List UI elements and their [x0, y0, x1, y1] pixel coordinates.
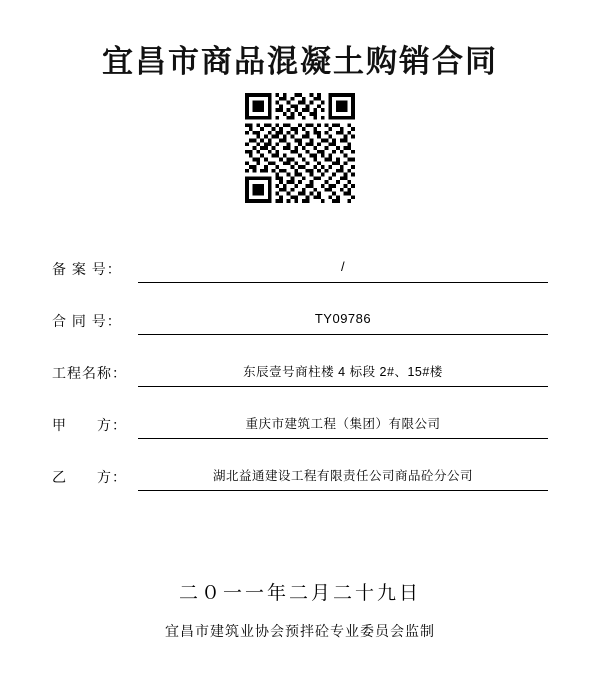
field-row-project-name	[52, 335, 548, 387]
field-label-contract-number: 合 同 号：	[52, 313, 122, 329]
page-title: 宜昌市商品混凝土购销合同	[102, 44, 498, 79]
field-label-project-name: 工程名称：	[52, 365, 127, 381]
field-row-contract-number	[52, 283, 548, 335]
field-row-party-b	[52, 439, 548, 491]
field-row-party-a	[52, 387, 548, 439]
field-input-party-b[interactable]	[138, 466, 548, 491]
field-value-contract-number: TY09786	[314, 311, 372, 326]
field-value-party-a: 重庆市建筑工程（集团）有限公司	[245, 417, 441, 431]
document-footer	[0, 578, 600, 641]
field-input-party-a[interactable]	[138, 414, 548, 439]
issuer-note: 宜昌市建筑业协会预拌砼专业委员会监制	[165, 623, 435, 639]
qr-code-icon	[245, 93, 355, 203]
field-row-record-number	[52, 231, 548, 283]
field-value-project-name: 东辰壹号商柱楼 4 标段 2#、15#楼	[243, 365, 443, 379]
contract-fields	[0, 231, 600, 491]
field-input-record-number[interactable]	[138, 258, 548, 283]
field-label-party-a: 甲 方：	[52, 417, 127, 433]
field-value-party-b: 湖北益通建设工程有限责任公司商品砼分公司	[212, 469, 473, 483]
field-label-record-number: 备 案 号：	[52, 261, 122, 277]
field-label-party-b: 乙 方：	[52, 469, 127, 485]
qr-code-container	[0, 93, 600, 203]
field-input-project-name[interactable]	[138, 362, 548, 387]
field-input-contract-number[interactable]	[138, 310, 548, 335]
field-value-record-number: /	[340, 259, 346, 274]
contract-date: 二０一一年二月二十九日	[178, 583, 421, 604]
